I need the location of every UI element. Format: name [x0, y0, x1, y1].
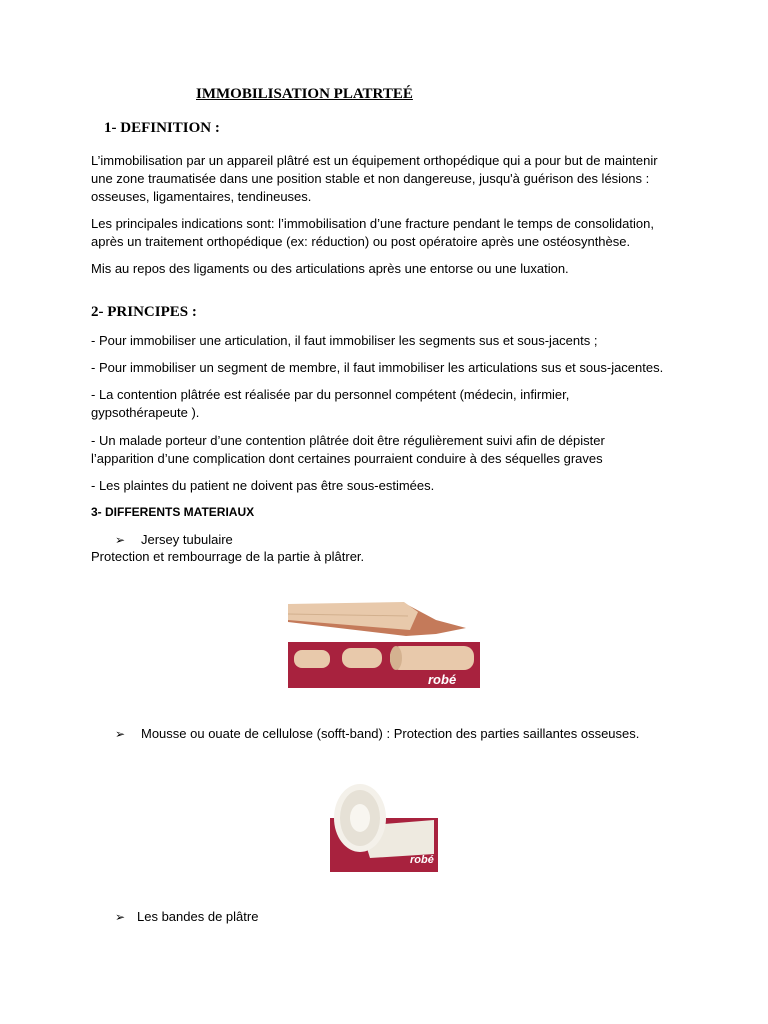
text-line: - Pour immobiliser une articulation, il faut immobiliser les segments sus et sous-jacents ;	[91, 333, 598, 348]
rest-paragraph: Mis au repos des ligaments ou des articulations après une entorse ou une luxation.	[91, 261, 569, 276]
text-line: - La contention plâtrée est réalisée par du personnel compétent (médecin, infirmier,	[91, 387, 570, 402]
material-description: Protection et rembourrage de la partie à plâtrer.	[91, 549, 365, 564]
material-label: Jersey tubulaire	[141, 532, 233, 547]
principle-item	[91, 432, 681, 468]
principle-item	[91, 332, 681, 350]
materiaux-heading: 3- DIFFERENTS MATERIAUX	[91, 505, 255, 519]
mousse-image	[330, 778, 440, 872]
definition-paragraph	[91, 152, 681, 206]
material-item-mousse	[115, 726, 639, 741]
principle-item	[91, 477, 681, 495]
material-item-bandes	[115, 909, 258, 924]
material-item-jersey	[115, 532, 233, 547]
text-line: après un traitement orthopédique (ex: réduction) ou post opératoire après une ostéosynthèse.	[91, 234, 631, 249]
bullet-arrow-icon: ➢	[115, 727, 126, 741]
document-title: IMMOBILISATION PLATRTEÉ	[196, 86, 413, 102]
text-line: Les principales indications sont: l’immobilisation d’une fracture pendant le temps de consolidation,	[91, 216, 654, 231]
text-line: l’apparition d’une complication dont certaines pourraient conduire à des séquelles graves	[91, 451, 603, 466]
text-line: - Les plaintes du patient ne doivent pas être sous-estimées.	[91, 478, 435, 493]
text-line: L’immobilisation par un appareil plâtré est un équipement orthopédique qui a pour but de maintenir	[91, 153, 658, 168]
text-line: une zone traumatisée dans une position stable et non dangereuse, jusqu'à guérison des lésions :	[91, 171, 650, 186]
bullet-arrow-icon: ➢	[115, 533, 126, 547]
principes-heading: 2- PRINCIPES :	[91, 304, 197, 320]
text-line: - Pour immobiliser un segment de membre, il faut immobiliser les articulations sus et sous-jacentes.	[91, 360, 664, 375]
robe-logo: robé	[410, 854, 434, 866]
robe-logo: robé	[428, 672, 457, 687]
text-line: osseuses, ligamentaires, tendineuses.	[91, 189, 312, 204]
definition-heading: 1- DEFINITION :	[104, 120, 220, 136]
indications-paragraph	[91, 215, 681, 251]
text-line: gypsothérapeute ).	[91, 405, 200, 420]
principle-item	[91, 359, 681, 377]
bullet-arrow-icon: ➢	[115, 910, 126, 924]
text-line: - Un malade porteur d’une contention plâtrée doit être régulièrement suivi afin de dépister	[91, 433, 605, 448]
material-label: Mousse ou ouate de cellulose (sofft-band) : Protection des parties saillantes osseuses.	[141, 726, 640, 741]
principle-item	[91, 386, 681, 422]
material-label: Les bandes de plâtre	[137, 909, 259, 924]
jersey-tubulaire-image	[286, 600, 482, 690]
